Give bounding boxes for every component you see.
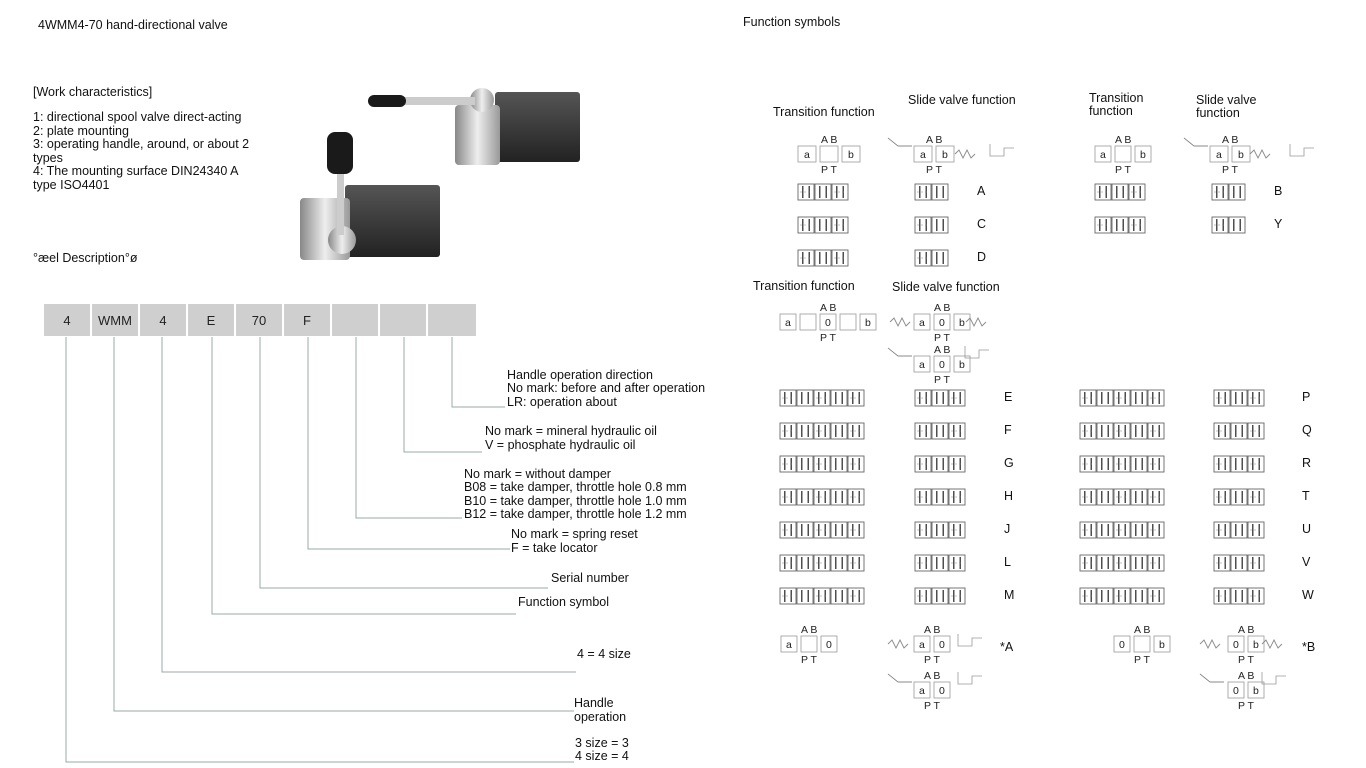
header-slide: Slide valve function (908, 93, 1016, 107)
symbol-cell-label: a (1216, 149, 1222, 161)
detent-icon (958, 634, 982, 646)
symbol-cell-label: a (919, 685, 925, 697)
spool-symbol (1214, 588, 1264, 604)
serial-text: Serial number (551, 571, 629, 585)
spool-symbol (915, 423, 965, 439)
function-letter: R (1302, 456, 1312, 470)
code-box-serial: 70 (235, 303, 283, 337)
function-letter: D (977, 250, 987, 264)
handle-icon (1184, 138, 1208, 146)
symbol-cell-label: a (786, 639, 792, 651)
spool-symbol (915, 522, 965, 538)
symbol-cell-label: b (848, 149, 854, 161)
spring-icon (1262, 640, 1282, 648)
symbol-cell-label: 0 (1119, 639, 1125, 651)
function-symbols-heading: Function symbols (743, 15, 841, 29)
code-box-series: 4 (43, 303, 91, 337)
port-pt-label: P T (934, 332, 950, 344)
spool-symbol (1080, 555, 1164, 571)
spool-symbol (915, 456, 965, 472)
port-ab-label: A B (926, 134, 943, 146)
port-ab-label: A B (820, 302, 837, 314)
spool-symbol (798, 184, 848, 200)
work-item: types (33, 151, 63, 165)
port-ab-label: A B (924, 624, 941, 636)
locator-text: No mark = spring reset (511, 527, 638, 541)
header-slide-2: Slide valve function (892, 280, 1000, 294)
symbol-cell-label: b (1253, 639, 1259, 651)
transition-symbol-a0 (781, 624, 837, 666)
handle-icon (888, 138, 912, 146)
symbol-cell-label: 0 (939, 639, 945, 651)
function-text: Function symbol (518, 595, 610, 609)
port-ab-label: A B (934, 344, 951, 356)
transition-symbol-a0b (780, 302, 876, 344)
spool-symbol (780, 390, 864, 406)
symbol-cell-label: b (1238, 149, 1244, 161)
symbol-cell-label: a (785, 317, 791, 329)
spring-icon (1250, 150, 1270, 158)
function-letter: T (1302, 489, 1310, 503)
port-ab-label: A B (934, 302, 951, 314)
port-ab-label: A B (821, 134, 838, 146)
port-ab-label: A B (924, 670, 941, 682)
port-ab-label: A B (1222, 134, 1239, 146)
spool-symbol (1212, 217, 1245, 233)
function-letter: P (1302, 390, 1311, 404)
transition-symbol-ab (1095, 134, 1151, 176)
spool-symbol (1080, 588, 1164, 604)
spool-symbol (780, 522, 864, 538)
header-slide-wrap: function (1196, 106, 1240, 120)
code-box-size: 4 (139, 303, 187, 337)
spool-symbol (798, 250, 848, 266)
detent-icon (1262, 672, 1286, 684)
header-transition-2: Transition function (753, 279, 855, 293)
port-pt-label: P T (926, 164, 942, 176)
handle-op-text: Handle (574, 696, 614, 710)
function-letter: Y (1274, 217, 1283, 231)
symbol-cell-label: 0 (825, 317, 831, 329)
port-ab-label: A B (1238, 624, 1255, 636)
handle-direction-text: No mark: before and after operation (507, 381, 706, 395)
damper-text: No mark = without damper (464, 467, 611, 481)
code-box-locator: F (283, 303, 331, 337)
port-pt-label: P T (1238, 700, 1254, 712)
work-item: 1: directional spool valve direct-acting (33, 110, 242, 124)
symbol-cell-label: b (1253, 685, 1259, 697)
symbol-cell-label: a (1100, 149, 1106, 161)
spool-symbol (915, 588, 965, 604)
port-pt-label: P T (1222, 164, 1238, 176)
damper-text: B08 = take damper, throttle hole 0.8 mm (464, 480, 687, 494)
spool-symbol (780, 423, 864, 439)
spool-symbol (1214, 423, 1264, 439)
spool-symbol (1095, 217, 1145, 233)
spring-icon (888, 640, 908, 648)
function-letter: L (1004, 555, 1011, 569)
port-pt-label: P T (821, 164, 837, 176)
spool-symbol (1080, 522, 1164, 538)
handle-direction-text: Handle operation direction (507, 368, 653, 382)
spool-symbol (1214, 489, 1264, 505)
size-text: 4 = 4 size (577, 647, 631, 661)
slide-symbol-0b (1228, 624, 1264, 666)
detent-icon (1290, 144, 1314, 156)
function-letter: M (1004, 588, 1015, 602)
function-letter: U (1302, 522, 1312, 536)
header-slide-wrap: Slide valve (1196, 93, 1257, 107)
slide-symbol-a0 (914, 670, 950, 712)
work-heading: [Work characteristics] (33, 85, 153, 99)
function-letter-star: *A (1000, 640, 1014, 654)
symbol-cell-label: b (942, 149, 948, 161)
model-description-heading: °æel Description°ø (33, 251, 138, 265)
port-ab-label: A B (1238, 670, 1255, 682)
header-transition: Transition function (773, 105, 875, 119)
symbol-cell-label: 0 (1233, 639, 1239, 651)
spool-symbol (1214, 555, 1264, 571)
work-item: 4: The mounting surface DIN24340 A (33, 164, 239, 178)
handle-icon (888, 674, 912, 682)
port-pt-label: P T (1238, 654, 1254, 666)
spool-symbol (1214, 456, 1264, 472)
slide-symbol-a0b (914, 344, 970, 386)
spool-symbol (915, 250, 948, 266)
symbol-cell-label: a (920, 149, 926, 161)
slide-symbol-ab (1210, 134, 1250, 176)
spool-symbol (1080, 456, 1164, 472)
port-pt-label: P T (924, 654, 940, 666)
oil-text: V = phosphate hydraulic oil (485, 438, 636, 452)
spring-icon (890, 318, 910, 326)
symbol-cell-label: b (1140, 149, 1146, 161)
spool-symbol (798, 217, 848, 233)
damper-text: B12 = take damper, throttle hole 1.2 mm (464, 507, 687, 521)
symbol-cell-label: b (865, 317, 871, 329)
spool-symbol (915, 217, 948, 233)
spool-symbol (780, 588, 864, 604)
header-transition-wrap: function (1089, 104, 1133, 118)
slide-symbol-ab (914, 134, 954, 176)
handle-icon (1200, 674, 1224, 682)
handle-op-text: operation (574, 710, 627, 724)
spool-symbol (1212, 184, 1245, 200)
slide-symbol-a0 (914, 624, 950, 666)
locator-text: F = take locator (511, 541, 598, 555)
port-ab-label: A B (1115, 134, 1132, 146)
handle-direction-text: LR: operation about (507, 395, 617, 409)
spool-symbol (1080, 390, 1164, 406)
port-pt-label: P T (801, 654, 817, 666)
symbol-cell-label: a (919, 639, 925, 651)
slide-symbol-0b (1228, 670, 1264, 712)
page-title: 4WMM4-70 hand-directional valve (38, 18, 228, 32)
symbol-cell-label: b (1159, 639, 1165, 651)
spool-symbol (1214, 390, 1264, 406)
port-pt-label: P T (924, 700, 940, 712)
port-ab-label: A B (801, 624, 818, 636)
symbol-cell-label: 0 (826, 639, 832, 651)
symbol-cell-label: a (804, 149, 810, 161)
function-letter: G (1004, 456, 1014, 470)
code-box-function: E (187, 303, 235, 337)
spool-symbol (780, 489, 864, 505)
symbol-cell-label: b (959, 317, 965, 329)
slide-symbol-a0b (914, 302, 970, 344)
spool-symbol (780, 456, 864, 472)
function-letter: V (1302, 555, 1311, 569)
port-pt-label: P T (1134, 654, 1150, 666)
spring-icon (1200, 640, 1220, 648)
function-letter: Q (1302, 423, 1312, 437)
symbol-cell-label: 0 (939, 359, 945, 371)
spool-symbol (915, 184, 948, 200)
spring-icon (955, 150, 975, 158)
oil-text: No mark = mineral hydraulic oil (485, 424, 657, 438)
function-letter: F (1004, 423, 1012, 437)
work-item: type ISO4401 (33, 178, 110, 192)
symbol-cell-label: b (959, 359, 965, 371)
function-letter-star: *B (1302, 640, 1316, 654)
transition-symbol-0b (1114, 624, 1170, 666)
header-transition-wrap: Transition (1089, 91, 1144, 105)
spool-symbol (915, 489, 965, 505)
damper-text: B10 = take damper, throttle hole 1.0 mm (464, 494, 687, 508)
function-letter: C (977, 217, 987, 231)
function-letter: E (1004, 390, 1013, 404)
spool-symbol (1095, 184, 1145, 200)
work-item: 3: operating handle, around, or about 2 (33, 137, 250, 151)
port-pt-label: P T (1115, 164, 1131, 176)
spool-symbol (1080, 423, 1164, 439)
symbol-cell-label: a (919, 317, 925, 329)
function-letter: W (1302, 588, 1314, 602)
work-item: 2: plate mounting (33, 124, 129, 138)
function-letter: H (1004, 489, 1014, 503)
spool-symbol (1080, 489, 1164, 505)
function-letter: J (1004, 522, 1011, 536)
symbol-cell-label: 0 (939, 317, 945, 329)
symbol-cell-label: 0 (1233, 685, 1239, 697)
detent-icon (958, 672, 982, 684)
port-ab-label: A B (1134, 624, 1151, 636)
series-text: 4 size = 4 (575, 749, 629, 763)
detent-icon (990, 144, 1014, 156)
port-pt-label: P T (934, 374, 950, 386)
handle-icon (888, 348, 912, 356)
transition-symbol-ab (798, 134, 860, 176)
function-letter: B (1274, 184, 1283, 198)
symbol-cell-label: a (919, 359, 925, 371)
symbol-cell-label: 0 (939, 685, 945, 697)
function-letter: A (977, 184, 986, 198)
code-box-type: WMM (91, 303, 139, 337)
spool-symbol (915, 390, 965, 406)
spool-symbol (780, 555, 864, 571)
spool-symbol (1214, 522, 1264, 538)
spool-symbol (915, 555, 965, 571)
series-text: 3 size = 3 (575, 736, 629, 750)
port-pt-label: P T (820, 332, 836, 344)
